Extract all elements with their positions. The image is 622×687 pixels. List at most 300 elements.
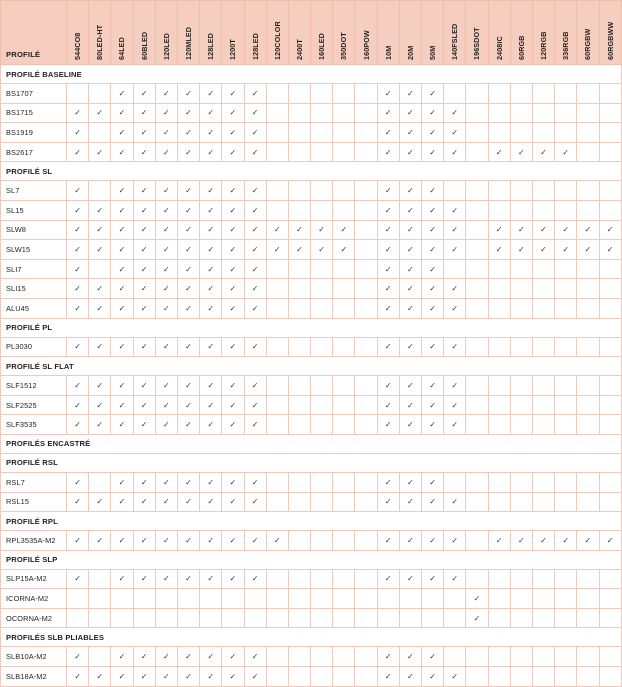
check-icon: ✓ xyxy=(540,244,547,254)
column-header-label: 50M xyxy=(428,45,438,60)
check-cell xyxy=(177,298,199,318)
table-row xyxy=(1,667,622,687)
check-icon: ✓ xyxy=(74,477,81,487)
check-cell xyxy=(266,240,288,260)
empty-cell xyxy=(466,181,488,201)
empty-cell xyxy=(311,376,333,396)
check-icon: ✓ xyxy=(251,400,259,410)
empty-cell xyxy=(577,667,599,687)
check-icon: ✓ xyxy=(96,420,104,430)
check-icon: ✓ xyxy=(74,147,81,157)
check-cell xyxy=(488,240,510,260)
column-header-label: 20M xyxy=(405,45,415,60)
check-cell xyxy=(444,103,466,123)
check-cell xyxy=(177,647,199,667)
check-cell xyxy=(555,142,577,162)
check-icon: ✓ xyxy=(140,477,148,487)
check-cell xyxy=(155,123,177,143)
check-icon: ✓ xyxy=(207,205,215,215)
check-icon: ✓ xyxy=(162,380,170,390)
empty-cell xyxy=(311,647,333,667)
check-icon: ✓ xyxy=(407,244,414,254)
empty-cell xyxy=(532,415,554,435)
check-cell xyxy=(222,376,244,396)
table-row xyxy=(1,531,622,551)
empty-cell xyxy=(555,569,577,589)
check-icon: ✓ xyxy=(118,303,126,313)
check-icon: ✓ xyxy=(74,127,81,137)
check-icon: ✓ xyxy=(162,303,170,313)
check-cell xyxy=(422,376,444,396)
check-cell xyxy=(422,569,444,589)
check-cell xyxy=(89,298,111,318)
column-header-label: 120LED xyxy=(161,33,171,60)
check-cell xyxy=(399,647,421,667)
empty-cell xyxy=(355,589,377,609)
empty-cell xyxy=(155,589,177,609)
empty-cell xyxy=(333,337,355,357)
check-icon: ✓ xyxy=(185,420,192,430)
empty-cell xyxy=(288,200,310,220)
table-row xyxy=(1,220,622,240)
check-icon: ✓ xyxy=(162,400,170,410)
check-icon: ✓ xyxy=(96,244,104,254)
row-label: SLB10A-M2 xyxy=(1,647,67,667)
empty-cell xyxy=(599,569,621,589)
check-cell xyxy=(177,84,199,104)
check-icon: ✓ xyxy=(74,671,81,681)
empty-cell xyxy=(444,259,466,279)
empty-cell xyxy=(333,415,355,435)
empty-cell xyxy=(466,240,488,260)
check-icon: ✓ xyxy=(540,147,547,157)
check-cell xyxy=(155,181,177,201)
empty-cell xyxy=(555,298,577,318)
empty-cell xyxy=(355,181,377,201)
empty-cell xyxy=(532,103,554,123)
check-cell xyxy=(244,279,266,299)
empty-cell xyxy=(288,259,310,279)
section-header-row xyxy=(1,65,622,84)
empty-cell xyxy=(466,337,488,357)
row-label: SLF1512 xyxy=(1,376,67,396)
check-cell xyxy=(155,298,177,318)
empty-cell xyxy=(266,569,288,589)
check-icon: ✓ xyxy=(384,303,392,313)
check-icon: ✓ xyxy=(384,477,392,487)
empty-cell xyxy=(355,200,377,220)
check-cell xyxy=(67,103,89,123)
empty-cell xyxy=(488,123,510,143)
table-row xyxy=(1,279,622,299)
check-cell xyxy=(377,337,399,357)
check-cell xyxy=(244,376,266,396)
check-cell xyxy=(399,415,421,435)
check-icon: ✓ xyxy=(74,303,81,313)
check-icon: ✓ xyxy=(74,497,81,507)
empty-cell xyxy=(599,142,621,162)
check-icon: ✓ xyxy=(251,671,259,681)
check-cell xyxy=(177,181,199,201)
check-icon: ✓ xyxy=(229,303,237,313)
check-icon: ✓ xyxy=(207,420,215,430)
check-icon: ✓ xyxy=(140,400,148,410)
check-cell xyxy=(466,608,488,628)
empty-cell xyxy=(288,667,310,687)
check-cell xyxy=(200,84,222,104)
empty-cell xyxy=(266,181,288,201)
empty-cell xyxy=(488,279,510,299)
empty-cell xyxy=(266,647,288,667)
check-cell xyxy=(222,492,244,512)
empty-cell xyxy=(510,298,532,318)
empty-cell xyxy=(244,608,266,628)
check-icon: ✓ xyxy=(185,186,192,196)
check-icon: ✓ xyxy=(384,342,392,352)
check-icon: ✓ xyxy=(517,225,525,235)
check-icon: ✓ xyxy=(407,420,414,430)
check-cell xyxy=(422,337,444,357)
check-icon: ✓ xyxy=(540,225,547,235)
check-cell xyxy=(133,472,155,492)
section-title: PROFILÉS ENCASTRÉ xyxy=(1,434,622,453)
table-row xyxy=(1,259,622,279)
empty-cell xyxy=(311,103,333,123)
check-icon: ✓ xyxy=(162,284,170,294)
check-icon: ✓ xyxy=(229,342,237,352)
check-cell xyxy=(377,647,399,667)
empty-cell xyxy=(89,569,111,589)
empty-cell xyxy=(377,608,399,628)
check-cell xyxy=(422,395,444,415)
check-icon: ✓ xyxy=(229,652,237,662)
check-icon: ✓ xyxy=(140,244,148,254)
empty-cell xyxy=(355,240,377,260)
empty-cell xyxy=(599,667,621,687)
section-title: PROFILÉ PL xyxy=(1,318,622,337)
check-cell xyxy=(222,200,244,220)
table-row xyxy=(1,298,622,318)
empty-cell xyxy=(444,181,466,201)
check-icon: ✓ xyxy=(229,380,237,390)
check-icon: ✓ xyxy=(606,225,614,235)
check-cell xyxy=(422,472,444,492)
empty-cell xyxy=(599,259,621,279)
row-label: SLW15 xyxy=(1,240,67,260)
check-cell xyxy=(177,240,199,260)
empty-cell xyxy=(510,181,532,201)
check-icon: ✓ xyxy=(606,535,614,545)
section-header-row xyxy=(1,318,622,337)
empty-cell xyxy=(466,220,488,240)
check-cell xyxy=(377,200,399,220)
check-icon: ✓ xyxy=(207,186,215,196)
empty-cell xyxy=(532,181,554,201)
check-cell xyxy=(177,531,199,551)
check-icon: ✓ xyxy=(185,342,192,352)
check-cell xyxy=(89,142,111,162)
check-cell xyxy=(111,220,133,240)
empty-cell xyxy=(532,569,554,589)
check-cell xyxy=(89,531,111,551)
empty-cell xyxy=(555,492,577,512)
empty-cell xyxy=(510,376,532,396)
check-icon: ✓ xyxy=(407,147,414,157)
check-icon: ✓ xyxy=(407,303,414,313)
check-cell xyxy=(399,200,421,220)
row-label: RSL15 xyxy=(1,492,67,512)
check-cell xyxy=(177,376,199,396)
check-cell xyxy=(155,337,177,357)
check-cell xyxy=(422,647,444,667)
check-icon: ✓ xyxy=(251,284,259,294)
check-cell xyxy=(177,279,199,299)
check-icon: ✓ xyxy=(251,535,259,545)
empty-cell xyxy=(532,279,554,299)
check-icon: ✓ xyxy=(429,420,436,430)
empty-cell xyxy=(510,667,532,687)
check-icon: ✓ xyxy=(162,127,170,137)
empty-cell xyxy=(311,142,333,162)
check-cell xyxy=(222,142,244,162)
check-icon: ✓ xyxy=(407,284,414,294)
empty-cell xyxy=(266,492,288,512)
check-cell xyxy=(200,337,222,357)
check-icon: ✓ xyxy=(207,497,215,507)
section-header-row xyxy=(1,434,622,453)
check-cell xyxy=(377,667,399,687)
empty-cell xyxy=(532,376,554,396)
check-icon: ✓ xyxy=(407,88,414,98)
check-cell xyxy=(555,531,577,551)
check-icon: ✓ xyxy=(429,400,436,410)
check-icon: ✓ xyxy=(251,186,259,196)
check-cell xyxy=(200,472,222,492)
check-icon: ✓ xyxy=(562,147,570,157)
table-row xyxy=(1,200,622,220)
check-cell xyxy=(399,220,421,240)
check-icon: ✓ xyxy=(229,127,237,137)
check-cell xyxy=(444,240,466,260)
check-cell xyxy=(399,492,421,512)
empty-cell xyxy=(577,84,599,104)
check-cell xyxy=(577,531,599,551)
empty-cell xyxy=(555,589,577,609)
check-cell xyxy=(155,569,177,589)
column-header-label: 120MLED xyxy=(184,26,194,60)
column-header-label: 64LED xyxy=(117,37,127,60)
check-cell xyxy=(111,472,133,492)
check-icon: ✓ xyxy=(251,303,259,313)
check-icon: ✓ xyxy=(162,574,170,584)
empty-cell xyxy=(577,589,599,609)
check-cell xyxy=(422,298,444,318)
check-icon: ✓ xyxy=(162,535,170,545)
check-cell xyxy=(488,531,510,551)
check-cell xyxy=(399,569,421,589)
table-row xyxy=(1,142,622,162)
check-cell xyxy=(155,492,177,512)
check-icon: ✓ xyxy=(207,127,215,137)
check-cell xyxy=(67,259,89,279)
check-cell xyxy=(155,259,177,279)
check-icon: ✓ xyxy=(584,225,592,235)
check-icon: ✓ xyxy=(407,264,414,274)
empty-cell xyxy=(311,200,333,220)
check-cell xyxy=(422,415,444,435)
empty-cell xyxy=(288,103,310,123)
check-icon: ✓ xyxy=(96,400,104,410)
empty-cell xyxy=(555,337,577,357)
check-cell xyxy=(111,84,133,104)
column-header-60rgbw xyxy=(577,1,599,65)
check-icon: ✓ xyxy=(118,205,126,215)
empty-cell xyxy=(466,395,488,415)
empty-cell xyxy=(488,415,510,435)
empty-cell xyxy=(577,123,599,143)
check-icon: ✓ xyxy=(162,88,170,98)
check-icon: ✓ xyxy=(185,225,192,235)
column-header-label: 120RGB xyxy=(539,31,549,60)
check-cell xyxy=(399,337,421,357)
empty-cell xyxy=(111,589,133,609)
check-icon: ✓ xyxy=(251,205,259,215)
empty-cell xyxy=(133,608,155,628)
check-cell xyxy=(222,415,244,435)
check-icon: ✓ xyxy=(185,108,192,118)
check-cell xyxy=(222,103,244,123)
check-icon: ✓ xyxy=(74,225,81,235)
empty-cell xyxy=(288,337,310,357)
check-cell xyxy=(111,531,133,551)
check-cell xyxy=(177,492,199,512)
empty-cell xyxy=(311,667,333,687)
column-header-1200t xyxy=(222,1,244,65)
check-cell xyxy=(377,103,399,123)
check-icon: ✓ xyxy=(273,225,281,235)
check-cell xyxy=(222,569,244,589)
empty-cell xyxy=(311,415,333,435)
check-icon: ✓ xyxy=(451,342,459,352)
check-icon: ✓ xyxy=(384,147,392,157)
check-cell xyxy=(444,220,466,240)
check-icon: ✓ xyxy=(451,671,459,681)
check-icon: ✓ xyxy=(407,497,414,507)
check-icon: ✓ xyxy=(207,342,215,352)
row-label: SLI15 xyxy=(1,279,67,299)
check-cell xyxy=(532,531,554,551)
check-cell xyxy=(510,240,532,260)
empty-cell xyxy=(488,647,510,667)
check-cell xyxy=(67,569,89,589)
check-icon: ✓ xyxy=(96,225,104,235)
row-label: BS2617 xyxy=(1,142,67,162)
column-header-label: 544CO8 xyxy=(73,32,83,60)
check-cell xyxy=(422,259,444,279)
check-icon: ✓ xyxy=(451,108,459,118)
check-cell xyxy=(111,279,133,299)
check-cell xyxy=(155,472,177,492)
row-label: SLB18A-M2 xyxy=(1,667,67,687)
check-icon: ✓ xyxy=(251,147,259,157)
check-icon: ✓ xyxy=(451,284,459,294)
check-cell xyxy=(377,220,399,240)
empty-cell xyxy=(532,647,554,667)
row-label: BS1707 xyxy=(1,84,67,104)
check-icon: ✓ xyxy=(251,108,259,118)
check-cell xyxy=(133,492,155,512)
empty-cell xyxy=(288,395,310,415)
check-icon: ✓ xyxy=(207,671,215,681)
check-icon: ✓ xyxy=(74,264,81,274)
row-label: PL3030 xyxy=(1,337,67,357)
column-header-label: 1200T xyxy=(228,39,238,60)
check-icon: ✓ xyxy=(74,380,81,390)
check-cell xyxy=(599,531,621,551)
check-cell xyxy=(377,279,399,299)
empty-cell xyxy=(244,589,266,609)
check-icon: ✓ xyxy=(384,186,392,196)
check-cell xyxy=(244,84,266,104)
check-cell xyxy=(89,200,111,220)
empty-cell xyxy=(333,589,355,609)
check-cell xyxy=(67,240,89,260)
empty-cell xyxy=(488,259,510,279)
check-icon: ✓ xyxy=(118,127,126,137)
check-cell xyxy=(177,123,199,143)
check-cell xyxy=(399,103,421,123)
check-icon: ✓ xyxy=(118,108,126,118)
check-cell xyxy=(111,647,133,667)
empty-cell xyxy=(355,298,377,318)
empty-cell xyxy=(488,395,510,415)
empty-cell xyxy=(67,608,89,628)
check-cell xyxy=(155,84,177,104)
empty-cell xyxy=(288,84,310,104)
check-icon: ✓ xyxy=(74,342,81,352)
check-icon: ✓ xyxy=(251,127,259,137)
check-icon: ✓ xyxy=(251,380,259,390)
table-row xyxy=(1,569,622,589)
column-header-120led xyxy=(155,1,177,65)
empty-cell xyxy=(333,123,355,143)
empty-cell xyxy=(488,103,510,123)
column-header-label: 10M xyxy=(383,45,393,60)
check-cell xyxy=(111,142,133,162)
check-icon: ✓ xyxy=(296,244,303,254)
section-title: PROFILÉS SLB PLIABLES xyxy=(1,628,622,647)
column-header-20m xyxy=(399,1,421,65)
check-icon: ✓ xyxy=(407,535,414,545)
check-cell xyxy=(155,395,177,415)
check-icon: ✓ xyxy=(229,284,237,294)
column-header-336rgb xyxy=(555,1,577,65)
check-icon: ✓ xyxy=(429,497,436,507)
check-cell xyxy=(111,492,133,512)
section-header-row xyxy=(1,550,622,569)
check-icon: ✓ xyxy=(296,225,303,235)
check-icon: ✓ xyxy=(140,380,148,390)
check-icon: ✓ xyxy=(606,244,614,254)
check-icon: ✓ xyxy=(340,225,348,235)
check-icon: ✓ xyxy=(429,244,436,254)
check-cell xyxy=(244,492,266,512)
empty-cell xyxy=(311,492,333,512)
empty-cell xyxy=(466,647,488,667)
empty-cell xyxy=(444,647,466,667)
check-cell xyxy=(377,569,399,589)
empty-cell xyxy=(555,647,577,667)
